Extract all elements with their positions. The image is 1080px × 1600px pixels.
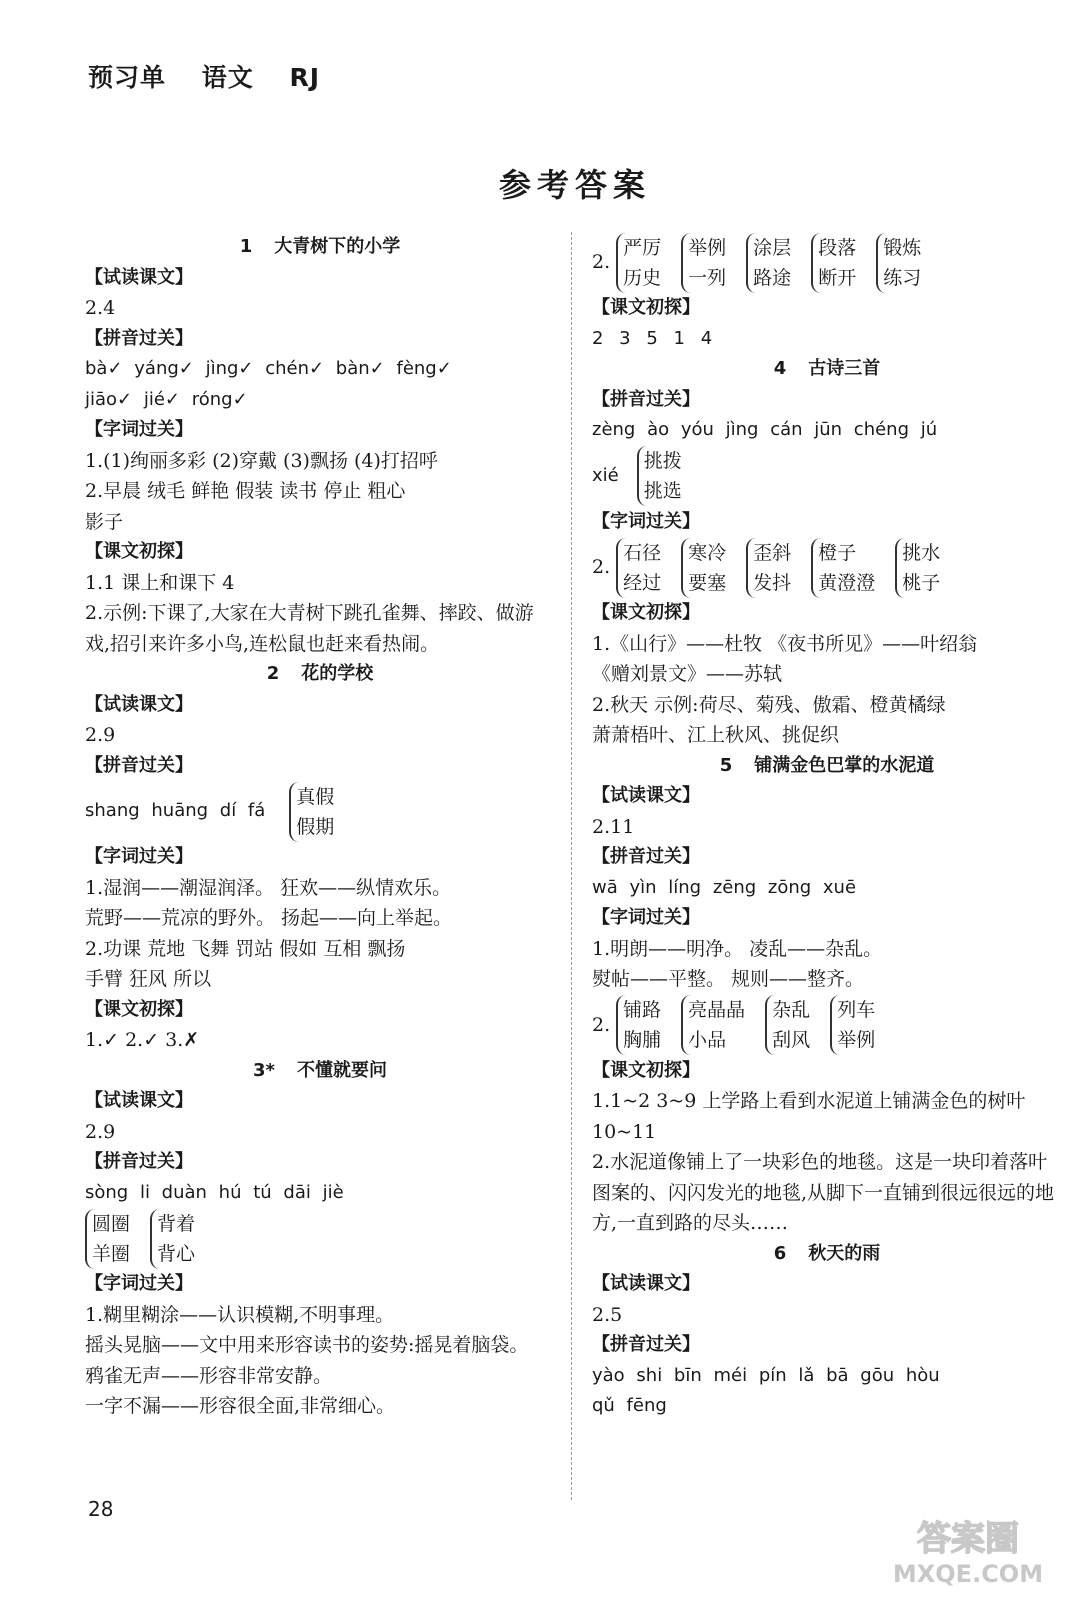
word-brace <box>765 995 810 1055</box>
answer-line: 鸦雀无声——形容非常安静。 <box>85 1364 333 1387</box>
column-divider <box>571 232 572 1500</box>
watermark-logo <box>868 1512 1068 1592</box>
pinyin-line: yào shi bīn méi pín lǎ bā gōu hòu <box>592 1364 940 1386</box>
answer-line: 1.糊里糊涂——认识模糊,不明事理。 <box>85 1303 395 1326</box>
word-brace-row <box>592 995 1062 1056</box>
answer-line: 2.秋天 示例:荷尽、菊残、傲霜、橙黄橘绿 <box>592 693 946 716</box>
answer-line: 2.11 <box>592 815 635 838</box>
label-words: 【字词过关】 <box>592 907 700 928</box>
pinyin-line: jiāo✓ jié✓ róng✓ <box>85 388 248 410</box>
item-number: 2. <box>592 556 611 579</box>
label-words: 【字词过关】 <box>85 846 193 867</box>
brace-word: 挑水 <box>902 541 941 564</box>
answer-line: 1.1 课上和课下 4 <box>85 571 235 594</box>
word-brace <box>811 233 856 293</box>
answer-line: 萧萧梧叶、江上秋风、挑促织 <box>592 724 840 746</box>
label-trial-reading: 【试读课文】 <box>592 785 700 806</box>
label-text-explore: 【课文初探】 <box>85 541 193 562</box>
section-title: 5 铺满金色巴掌的水泥道 <box>719 754 935 776</box>
word-brace <box>895 538 940 598</box>
word-brace <box>681 538 726 598</box>
answer-line: 影子 <box>85 510 124 533</box>
pinyin-line: shang huāng dí fá <box>85 800 266 822</box>
book-name: 预习单 <box>88 63 167 92</box>
label-trial-reading: 【试读课文】 <box>85 693 193 715</box>
brace-word: 一列 <box>688 266 727 289</box>
brace-word: 石径 <box>623 541 662 564</box>
brace-word: 锻炼 <box>883 236 922 259</box>
answer-line: 1.湿润——潮湿润泽。 狂欢——纵情欢乐。 <box>85 876 452 899</box>
page-number: 28 <box>88 1497 114 1521</box>
word-brace <box>746 233 791 293</box>
pinyin-line: sòng li duàn hú tú dāi jiè <box>85 1181 344 1203</box>
label-text-explore: 【课文初探】 <box>592 297 700 318</box>
label-words: 【字词过关】 <box>85 419 193 440</box>
answer-line: 《赠刘景文》——苏轼 <box>592 663 783 685</box>
left-column <box>85 232 555 1422</box>
word-brace <box>150 1209 195 1269</box>
brace-word: 刮风 <box>772 1029 811 1051</box>
word-brace <box>85 1209 130 1269</box>
word-brace-row <box>592 537 1062 598</box>
brace-word: 假期 <box>296 815 335 838</box>
brace-word: 断开 <box>818 266 857 289</box>
pinyin-line: bà✓ yáng✓ jìng✓ chén✓ bàn✓ fèng✓ <box>85 358 452 379</box>
brace-word: 桃子 <box>902 571 941 594</box>
brace-word: 路途 <box>753 266 792 289</box>
answer-line: 1.明朗——明净。 凌乱——杂乱。 <box>592 937 883 960</box>
answer-line: 1.✓ 2.✓ 3.✗ <box>85 1029 200 1051</box>
brace-word: 挑拨 <box>643 450 682 472</box>
answer-line: 2.5 <box>592 1303 623 1326</box>
label-pinyin: 【拼音过关】 <box>592 388 700 410</box>
section-title: 1 大青树下的小学 <box>239 236 401 257</box>
brace-word: 练习 <box>883 266 922 289</box>
label-pinyin: 【拼音过关】 <box>85 1151 193 1172</box>
word-brace-row <box>592 232 1062 293</box>
right-column <box>592 232 1062 1422</box>
answer-line: 熨帖——平整。 规则——整齐。 <box>592 968 865 990</box>
label-text-explore: 【课文初探】 <box>592 1059 700 1081</box>
label-pinyin: 【拼音过关】 <box>85 754 193 776</box>
answer-line: 1.1~2 3~9 上学路上看到水泥道上铺满金色的树叶 10~11 <box>592 1090 1026 1143</box>
brace-word: 真假 <box>296 785 335 808</box>
word-brace <box>830 995 875 1055</box>
brace-word: 历史 <box>623 266 662 289</box>
brace-word: 挑选 <box>643 480 682 502</box>
page-title: 参考答案 <box>498 166 651 204</box>
answer-line: 2.早晨 绒毛 鲜艳 假装 读书 停止 粗心 <box>85 480 406 502</box>
brace-word: 羊圈 <box>92 1242 131 1265</box>
answer-line: 2.水泥道像铺上了一块彩色的地毯。这是一块印着落叶图案的、闪闪发光的地毯,从脚下一直铺到很远很远的地方,一直到路的尽头…… <box>592 1151 1055 1234</box>
brace-word: 举例 <box>837 1029 876 1051</box>
answer-line: 摇头晃脑——文中用来形容读书的姿势:摇晃着脑袋。 <box>85 1334 529 1356</box>
edition-code: RJ <box>289 63 321 92</box>
item-number: 2. <box>592 1013 611 1036</box>
brace-word: 背心 <box>157 1242 196 1265</box>
label-words: 【字词过关】 <box>592 510 700 532</box>
brace-word: 寒冷 <box>688 541 727 564</box>
label-pinyin: 【拼音过关】 <box>85 327 193 349</box>
answer-line: 2.9 <box>85 1120 116 1143</box>
brace-word: 小品 <box>688 1029 727 1051</box>
answer-line: 1.(1)绚丽多彩 (2)穿戴 (3)飘扬 (4)打招呼 <box>85 449 438 472</box>
label-words: 【字词过关】 <box>85 1273 193 1294</box>
answer-line: 2.示例:下课了,大家在大青树下跳孔雀舞、摔跤、做游戏,招引来许多小鸟,连松鼠也赶来看热闹。 <box>85 602 534 655</box>
brace-word: 严厉 <box>623 236 662 259</box>
answer-line: 2.4 <box>85 297 116 319</box>
brace-word: 背着 <box>157 1212 196 1235</box>
brace-word: 圆圈 <box>92 1212 131 1235</box>
label-pinyin: 【拼音过关】 <box>592 1334 700 1355</box>
label-trial-reading: 【试读课文】 <box>85 266 193 288</box>
answer-line: 荒野——荒凉的野外。 扬起——向上举起。 <box>85 907 453 929</box>
answer-line: 1.《山行》——杜牧 《夜书所见》——叶绍翁 <box>592 632 978 655</box>
answer-line: 2.9 <box>85 724 116 746</box>
brace-word: 列车 <box>837 999 876 1021</box>
label-pinyin: 【拼音过关】 <box>592 846 700 867</box>
word-brace <box>637 446 682 506</box>
brace-word: 橙子 <box>818 541 857 564</box>
brace-word: 举例 <box>688 236 727 259</box>
section-title: 3* 不懂就要问 <box>253 1059 387 1081</box>
item-number: 2. <box>592 251 611 274</box>
brace-word: 杂乱 <box>772 999 811 1021</box>
section-title: 4 古诗三首 <box>773 358 881 379</box>
answer-line: 2.功课 荒地 飞舞 罚站 假如 互相 飘扬 <box>85 937 406 960</box>
brace-word: 发抖 <box>753 571 792 594</box>
label-trial-reading: 【试读课文】 <box>592 1273 700 1294</box>
brace-word: 经过 <box>623 571 662 594</box>
word-brace <box>616 995 661 1055</box>
watermark-site: MXQE.COM <box>892 1560 1044 1588</box>
answer-line: 2 3 5 1 4 <box>592 327 713 349</box>
pinyin-line: zèng ào yóu jìng cán jūn chéng jú <box>592 419 938 440</box>
answer-line: 手臂 狂风 所以 <box>85 968 212 990</box>
page-header <box>88 58 346 94</box>
pinyin-brace-row <box>85 781 555 842</box>
brace-word: 黄澄澄 <box>818 571 876 594</box>
label-text-explore: 【课文初探】 <box>592 602 700 623</box>
pinyin-line: qǔ fēng <box>592 1395 667 1416</box>
pinyin-word: xié <box>592 464 619 486</box>
word-brace <box>746 538 791 598</box>
label-trial-reading: 【试读课文】 <box>85 1090 193 1111</box>
brace-word: 要塞 <box>688 571 727 594</box>
subject-name: 语文 <box>201 63 254 92</box>
brace-word: 段落 <box>818 236 857 259</box>
brace-word: 亮晶晶 <box>688 999 746 1021</box>
word-brace <box>876 233 921 293</box>
word-brace <box>616 233 661 293</box>
brace-word: 歪斜 <box>753 541 792 564</box>
brace-word: 铺路 <box>623 999 662 1021</box>
brace-word: 胸脯 <box>623 1029 662 1051</box>
section-title: 6 秋天的雨 <box>773 1242 881 1264</box>
answer-line: 一字不漏——形容很全面,非常细心。 <box>85 1395 396 1417</box>
section-title: 2 花的学校 <box>266 663 374 684</box>
pinyin-line: wā yìn líng zēng zōng xuē <box>592 876 857 898</box>
watermark-name: 答案圈 <box>917 1519 1019 1559</box>
brace-word: 涂层 <box>753 236 792 259</box>
word-brace-row <box>85 1208 555 1269</box>
label-text-explore: 【课文初探】 <box>85 998 193 1020</box>
pinyin-brace-row <box>592 446 1062 507</box>
word-brace <box>289 782 334 842</box>
word-brace <box>681 233 726 293</box>
word-brace <box>616 538 661 598</box>
word-brace <box>811 538 875 598</box>
word-brace <box>681 995 745 1055</box>
